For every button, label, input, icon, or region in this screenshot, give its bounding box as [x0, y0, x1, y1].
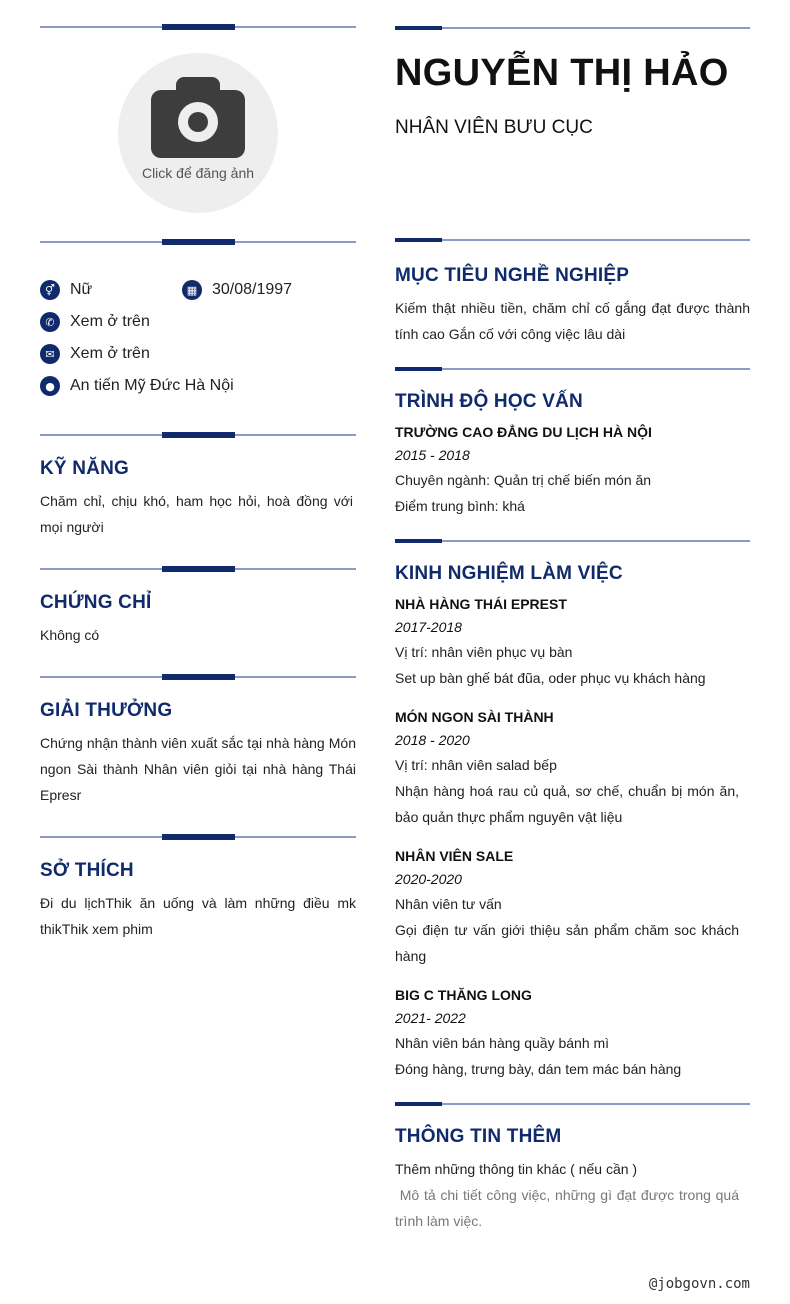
phone-row: [40, 311, 150, 333]
certificates-text: Không có: [40, 627, 100, 643]
awards-text: Chứng nhận thành viên xuất sắc tại nhà hàng Món ngon Sài thành Nhân viên giỏi tại nhà hàng Thái Epresr: [40, 735, 356, 803]
address-row: [40, 375, 234, 397]
phone-value: Xem ở trên: [70, 313, 150, 330]
extra-line: Thêm những thông tin khác ( nếu cần ): [395, 1161, 638, 1177]
job-company: NHÂN VIÊN SALE: [395, 848, 514, 864]
camera-lens: [178, 102, 218, 142]
job-line: Gọi điện tư vấn giới thiệu sản phẩm chăm soc khách hàng: [395, 922, 739, 964]
gender-value: Nữ: [70, 281, 93, 298]
divider: [40, 237, 356, 247]
awards-title: GIẢI THƯỞNG: [40, 700, 173, 721]
divider: [395, 364, 750, 374]
phone-icon: ✆: [40, 312, 60, 332]
job-line: Nhận hàng hoá rau củ quả, sơ chế, chuẩn bị món ăn, bảo quản thực phẩm nguyên vật liệu: [395, 783, 739, 825]
job-period: 2017-2018: [395, 619, 462, 635]
photo-caption: Click để đăng ảnh: [141, 165, 255, 181]
divider: [395, 1099, 750, 1109]
extra-description: Mô tả chi tiết công việc, những gì đạt được trong quá trình làm việc.: [395, 1187, 743, 1229]
divider: [40, 22, 356, 32]
divider: [40, 672, 356, 682]
job-title: NHÂN VIÊN BƯU CỤC: [395, 117, 593, 138]
education-grade: Điểm trung bình: khá: [395, 498, 525, 514]
gender-icon: ⚥: [40, 280, 60, 300]
hobbies-title: SỞ THÍCH: [40, 860, 134, 881]
divider: [395, 235, 750, 245]
divider: [395, 536, 750, 546]
certificates-title: CHỨNG CHỈ: [40, 592, 152, 613]
education-major: Chuyên ngành: Quản trị chế biến món ăn: [395, 472, 652, 488]
address-value: An tiến Mỹ Đức Hà Nội: [70, 377, 234, 394]
job-company: MÓN NGON SÀI THÀNH: [395, 709, 554, 725]
skills-text: Chăm chỉ, chịu khó, ham học hỏi, hoà đồng với mọi người: [40, 493, 353, 535]
school-name: TRƯỜNG CAO ĐẲNG DU LỊCH HÀ NỘI: [395, 424, 652, 440]
job-line: Set up bàn ghế bát đũa, oder phục vụ khách hàng: [395, 670, 706, 686]
job-company: NHÀ HÀNG THÁI EPREST: [395, 596, 567, 612]
birthday-row: [182, 279, 292, 301]
objective-title: MỤC TIÊU NGHỀ NGHIỆP: [395, 265, 630, 286]
education-title: TRÌNH ĐỘ HỌC VẤN: [395, 391, 583, 412]
extra-title: THÔNG TIN THÊM: [395, 1126, 562, 1147]
divider: [395, 23, 750, 33]
watermark: @jobgovn.com: [648, 1276, 750, 1292]
profile-photo-upload[interactable]: [118, 53, 278, 213]
skills-title: KỸ NĂNG: [40, 458, 130, 479]
job-company: BIG C THĂNG LONG: [395, 987, 532, 1003]
job-line: Nhân viên bán hàng quầy bánh mì: [395, 1035, 610, 1051]
job-line: Đóng hàng, trưng bày, dán tem mác bán hàng: [395, 1061, 682, 1077]
job-period: 2020-2020: [395, 871, 462, 887]
location-pin-icon: ●: [40, 376, 60, 396]
job-period: 2021- 2022: [395, 1010, 466, 1026]
job-line: Vị trí: nhân viên phục vụ bàn: [395, 644, 573, 660]
gender-row: [40, 279, 92, 301]
hobbies-text: Đi du lịchThik ăn uống và làm những điều mk thikThik xem phim: [40, 895, 356, 937]
objective-text: Kiếm thật nhiều tiền, chăm chỉ cố gắng đạt được thành tính cao Gắn cố với công việc lâu dài: [395, 300, 750, 342]
birthday-value: 30/08/1997: [212, 281, 293, 298]
candidate-name: NGUYỄN THỊ HẢO: [395, 52, 729, 94]
divider: [40, 564, 356, 574]
job-line: Nhân viên tư vấn: [395, 896, 502, 912]
envelope-icon: ✉: [40, 344, 60, 364]
job-line: Vị trí: nhân viên salad bếp: [395, 757, 557, 773]
divider: [40, 430, 356, 440]
experience-title: KINH NGHIỆM LÀM VIỆC: [395, 563, 623, 584]
email-row: [40, 343, 150, 365]
calendar-icon: ▦: [182, 280, 202, 300]
job-period: 2018 - 2020: [395, 732, 470, 748]
email-value: Xem ở trên: [70, 345, 150, 362]
divider: [40, 832, 356, 842]
education-period: 2015 - 2018: [395, 447, 470, 463]
